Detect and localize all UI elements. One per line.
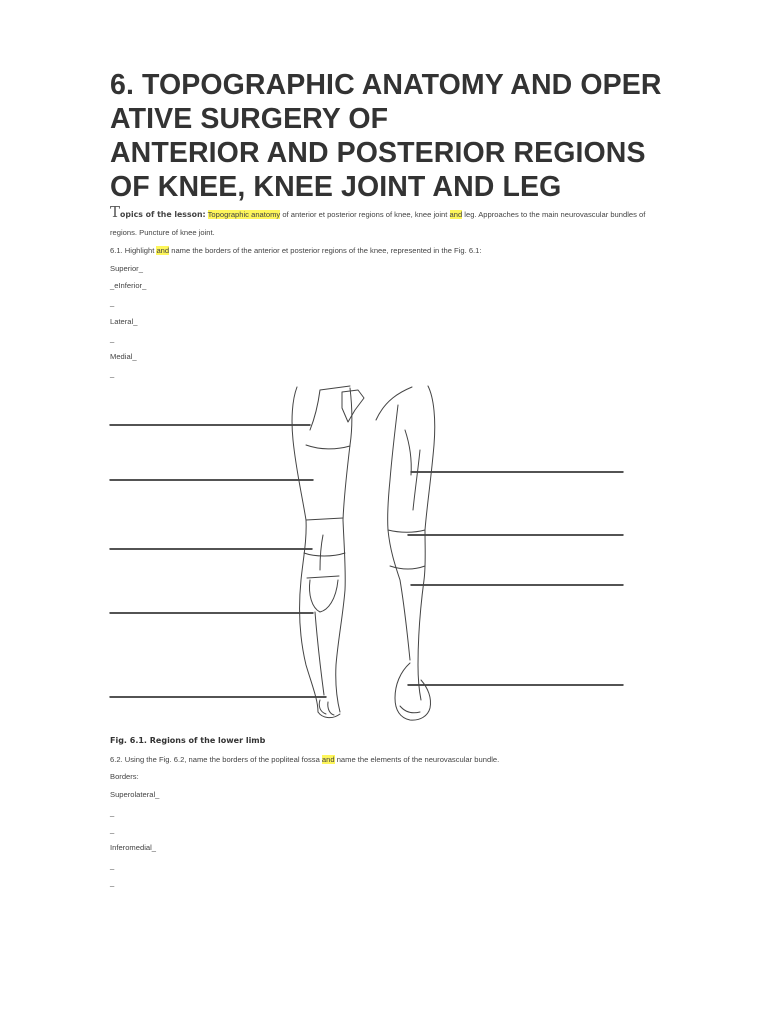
title-line-2: ATIVE SURGERY OF [110, 103, 389, 135]
blank-line: _ [110, 808, 115, 817]
lower-limb-figure [0, 380, 768, 730]
task-2-text-1: 6.2. Using the Fig. 6.2, name the borders of the popliteal fossa [110, 755, 322, 764]
topics-highlight: Topographic anatomy [207, 210, 281, 219]
title-line-1: 6. TOPOGRAPHIC ANATOMY AND OPER [110, 69, 662, 101]
task-1-text-2: name the borders of the anterior et posterior regions of the knee, represented in the Fig. 6.1: [169, 246, 482, 255]
page-title [110, 68, 740, 204]
lateral-field: Lateral_ [110, 317, 138, 326]
blank-line: _ [110, 878, 115, 887]
task-1-text-1: 6.1. Highlight [110, 246, 157, 255]
task-2-and: and [321, 755, 335, 764]
topics-label: opics of the lesson: [120, 210, 206, 219]
blank-line: _ [110, 334, 115, 343]
title-line-4: OF KNEE, KNEE JOINT AND LEG [110, 171, 562, 203]
topics-text-1: of anterior et posterior regions of knee, knee joint [280, 210, 450, 219]
topics-paragraph [110, 203, 645, 221]
blank-line: _ [110, 861, 115, 870]
figure-caption: Fig. 6.1. Regions of the lower limb [110, 736, 266, 745]
blank-line: _ [110, 369, 115, 378]
superolateral-field: Superolateral_ [110, 790, 160, 799]
anterior-leg-drawing [292, 386, 364, 718]
task-1-and: and [156, 246, 170, 255]
title-line-3: ANTERIOR AND POSTERIOR REGIONS [110, 137, 646, 169]
posterior-leg-drawing [376, 386, 435, 720]
task-2-instruction [110, 755, 499, 764]
borders-heading: Borders: [110, 772, 139, 781]
inferomedial-field: Inferomedial_ [110, 843, 157, 852]
inferior-field: _eInferior_ [110, 281, 147, 290]
topics-text-2: leg. Approaches to the main neurovascular bundles of [462, 210, 646, 219]
blank-line: _ [110, 825, 115, 834]
topics-and: and [449, 210, 463, 219]
task-2-text-2: name the elements of the neurovascular bundle. [334, 755, 500, 764]
medial-field: Medial_ [110, 352, 137, 361]
topics-initial: T [110, 203, 121, 221]
superior-field: Superior_ [110, 264, 143, 273]
topics-line-2: regions. Puncture of knee joint. [110, 228, 215, 237]
task-1-instruction [110, 246, 481, 255]
blank-line: _ [110, 298, 115, 307]
